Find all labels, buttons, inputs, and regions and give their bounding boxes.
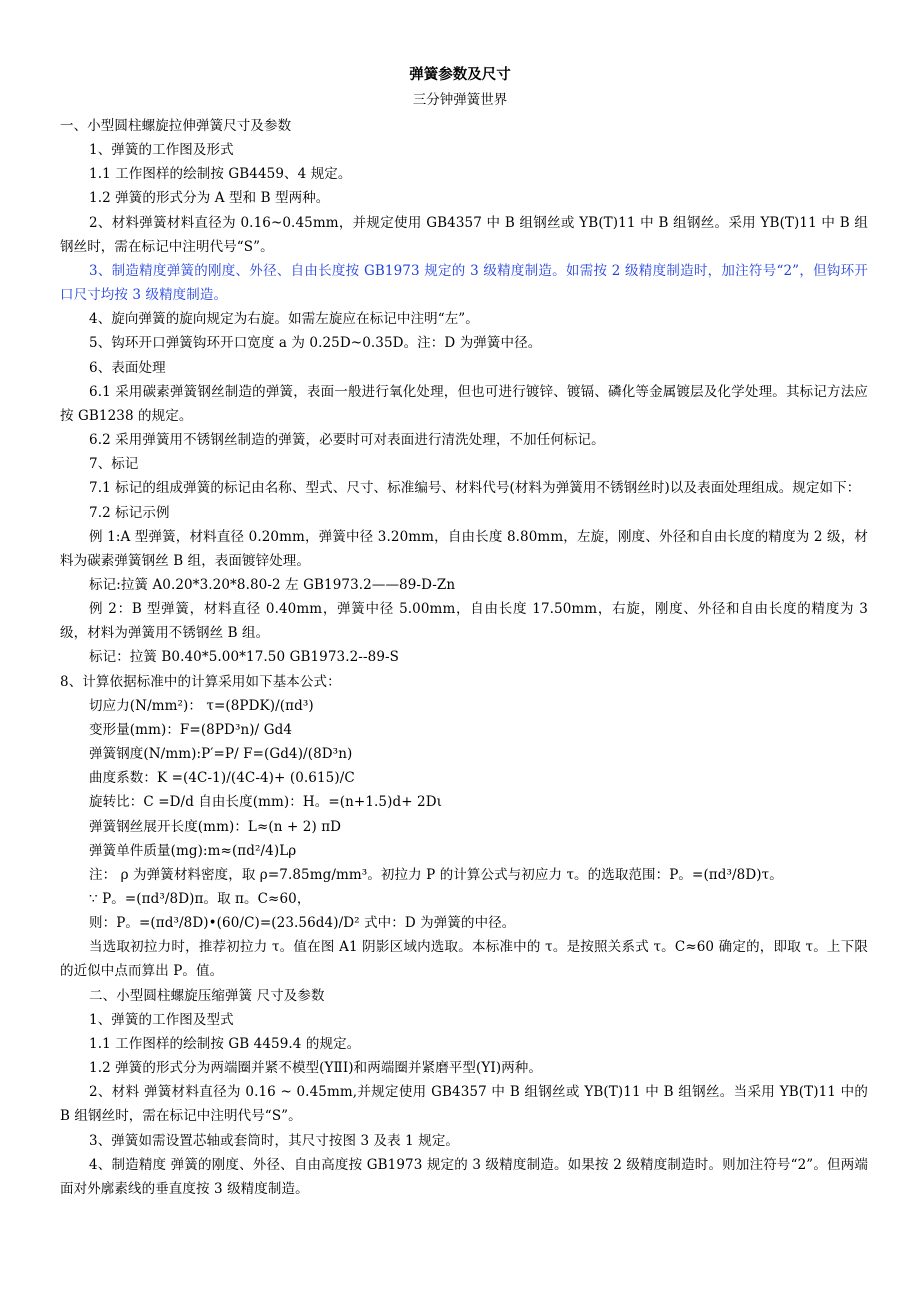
paragraph: 6.2 采用弹簧用不锈钢丝制造的弹簧，必要时可对表面进行清洗处理，不加任何标记。 xyxy=(89,432,605,449)
paragraph: 7.1 标记的组成弹簧的标记由名称、型式、尺寸、标准编号、材料代号(材料为弹簧用不锈钢丝时)以及表面处理组成。规定如下： xyxy=(89,480,861,497)
paragraph: 标记:拉簧 A0.20*3.20*8.80-2 左 GB1973.2——89-D-Zn xyxy=(89,576,456,593)
paragraph: 1、弹簧的工作图及型式 xyxy=(89,1011,234,1028)
paragraph: 则：P。=(πd³/8D)•(60/C)=(23.56d4)/D² 式中：D 为弹簧的中径。 xyxy=(89,915,516,932)
paragraph: 当选取初拉力时，推荐初拉力 τ。值在图 A1 阴影区域内选取。本标准中的 τ。是按照关系式 τ。C≈60 确定的，即取 τ。上下限的近似中点而算出 P。值。 xyxy=(60,939,868,980)
paragraph: 标记：拉簧 B0.40*5.00*17.50 GB1973.2--89-S xyxy=(89,649,400,666)
paragraph: 弹簧钢度(N/mm):P′=P/ F=(Gd4)/(8D³n) xyxy=(89,746,353,763)
document-subtitle: 三分钟弹簧世界 xyxy=(412,92,508,108)
paragraph: 4、旋向弹簧的旋向规定为右旋。如需左旋应在标记中注明“左”。 xyxy=(89,311,479,328)
paragraph: 旋转比：C =D/d 自由长度(mm)：H。=(n+1.5)d+ 2Dι xyxy=(89,794,443,811)
paragraph: 7.2 标记示例 xyxy=(89,504,170,521)
paragraph: ∵ P。=(πd³/8D)π。取 π。C≈60， xyxy=(89,891,311,907)
paragraph: 1、弹簧的工作图及形式 xyxy=(89,142,234,159)
document-title: 弹簧参数及尺寸 xyxy=(409,66,511,83)
paragraph: 6、表面处理 xyxy=(89,359,166,376)
paragraph: 一、小型圆柱螺旋拉伸弹簧尺寸及参数 xyxy=(60,118,292,134)
paragraph: 1.1 工作图样的绘制按 GB 4459.4 的规定。 xyxy=(89,1035,361,1052)
paragraph: 切应力(N/mm²)： τ=(8PDK)/(πd³) xyxy=(89,697,314,714)
paragraph: 曲度系数：K =(4C-1)/(4C-4)+ (0.615)/C xyxy=(89,770,355,787)
paragraph: 例 1:A 型弹簧，材料直径 0.20mm，弹簧中径 3.20mm，自由长度 8.80mm，左旋，刚度、外径和自由长度的精度为 2 级，材料为碳素弹簧钢丝 B 组，表面镀锌处理。 xyxy=(60,528,868,569)
paragraph: 例 2：B 型弹簧，材料直径 0.40mm，弹簧中径 5.00mm，自由长度 17.50mm，右旋，刚度、外径和自由长度的精度为 3 级，材料为弹簧用不锈钢丝 B 组。 xyxy=(60,601,868,642)
paragraph: 1.2 弹簧的形式分为两端圈并紧不模型(YⅡⅠ)和两端圈并紧磨平型(YⅠ)两种。 xyxy=(89,1060,542,1077)
paragraph: 弹簧单件质量(mg):m≈(πd²/4)Lρ xyxy=(89,842,297,859)
paragraph: 2、材料 弹簧材料直径为 0.16 ~ 0.45mm,并规定使用 GB4357 中 B 组钢丝或 YB(T)11 中 B 组钢丝。当采用 YB(T)11 中的 B 组钢丝时，需在标记中注明代号“S”。 xyxy=(60,1084,868,1125)
paragraph: 5、钩环开口弹簧钩环开口宽度 a 为 0.25D~0.35D。注：D 为弹簧中径。 xyxy=(89,335,542,352)
paragraph: 3、弹簧如需设置芯轴或套筒时，其尺寸按图 3 及表 1 规定。 xyxy=(89,1132,460,1149)
paragraph: 8、计算依据标准中的计算采用如下基本公式： xyxy=(60,673,341,690)
paragraph: 弹簧钢丝展开长度(mm)：L≈(n + 2) πD xyxy=(89,818,342,835)
paragraph: 4、制造精度 弹簧的刚度、外径、自由高度按 GB1973 规定的 3 级精度制造。如果按 2 级精度制造时。则加注符号“2”。但两端面对外廓素线的垂直度按 3 级精度制造。 xyxy=(60,1156,868,1197)
paragraph: 1.1 工作图样的绘制按 GB4459、4 规定。 xyxy=(89,166,352,183)
paragraph: 注： ρ 为弹簧材料密度，取 ρ=7.85mg/mm³。初拉力 P 的计算公式与初应力 τ。的选取范围：P。=(πd³/8D)τ。 xyxy=(89,866,783,883)
paragraph: 3、制造精度弹簧的刚度、外径、自由长度按 GB1973 规定的 3 级精度制造。如需按 2 级精度制造时，加注符号“2”，但钩环开口尺寸均按 3 级精度制造。 xyxy=(60,262,868,304)
paragraph: 7、标记 xyxy=(89,456,139,473)
paragraph: 6.1 采用碳素弹簧钢丝制造的弹簧，表面一般进行氧化处理，但也可进行镀锌、镀镉、磷化等金属镀层及化学处理。其标记方法应按 GB1238 的规定。 xyxy=(60,383,868,424)
paragraph: 2、材料弹簧材料直径为 0.16~0.45mm，并规定使用 GB4357 中 B 组钢丝或 YB(T)11 中 B 组钢丝。采用 YB(T)11 中 B 组钢丝时，需在标记中注明代号“S”。 xyxy=(60,214,868,255)
paragraph: 1.2 弹簧的形式分为 A 型和 B 型两种。 xyxy=(89,190,330,207)
document-body xyxy=(60,114,868,1201)
paragraph: 二、小型圆柱螺旋压缩弹簧 尺寸及参数 xyxy=(89,987,325,1004)
paragraph: 变形量(mm)：F=(8PD³n)/ Gd4 xyxy=(89,721,293,738)
